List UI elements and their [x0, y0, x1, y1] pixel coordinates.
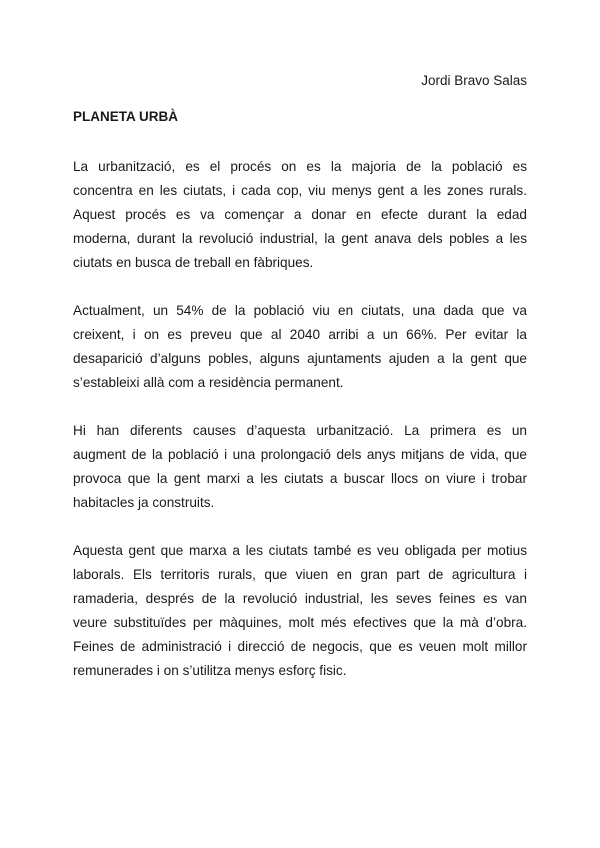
text-line: ramaderia, després de la revolució industrial, les seves feines es van — [73, 591, 527, 606]
author-name: Jordi Bravo Salas — [421, 73, 527, 88]
text-line: ciutats en busca de treball en fàbriques. — [73, 255, 314, 270]
text-line: desaparició d’alguns pobles, alguns ajuntaments ajuden a la gent que — [73, 351, 527, 366]
paragraph-2 — [73, 299, 527, 395]
text-line: Feines de administració i direcció de negocis, que es veuen molt millor — [73, 639, 527, 654]
document-body — [73, 155, 527, 707]
text-line: Hi han diferents causes d’aquesta urbanització. La primera es un — [73, 423, 527, 438]
text-line: Aquest procés es va començar a donar en efecte durant la edad — [73, 207, 527, 222]
text-line: augment de la població i una prolongació dels anys mitjans de vida, que — [73, 447, 527, 462]
paragraph-4 — [73, 539, 527, 683]
text-line: remunerades i on s’utilitza menys esforç fisic. — [73, 663, 347, 678]
text-line: Actualment, un 54% de la població viu en ciutats, una dada que va — [73, 303, 527, 318]
text-line: concentra en les ciutats, i cada cop, viu menys gent a les zones rurals. — [73, 183, 527, 198]
text-line: s’estableixi allà com a residència permanent. — [73, 375, 344, 390]
text-line: Aquesta gent que marxa a les ciutats també es veu obligada per motius — [73, 543, 527, 558]
text-line: laborals. Els territoris rurals, que viuen en gran part de agricultura i — [73, 567, 527, 582]
document-title: PLANETA URBÀ — [73, 109, 178, 124]
text-line: provoca que la gent marxi a les ciutats a buscar llocs on viure i trobar — [73, 471, 527, 486]
text-line: creixent, i on es preveu que al 2040 arribi a un 66%. Per evitar la — [73, 327, 527, 342]
paragraph-1 — [73, 155, 527, 275]
text-line: habitacles ja construits. — [73, 495, 215, 510]
text-line: moderna, durant la revolució industrial, la gent anava dels pobles a les — [73, 231, 527, 246]
text-line: veure substituïdes per màquines, molt més efectives que la mà d’obra. — [73, 615, 527, 630]
text-line: La urbanització, es el procés on es la majoria de la població es — [73, 159, 527, 174]
paragraph-3 — [73, 419, 527, 515]
